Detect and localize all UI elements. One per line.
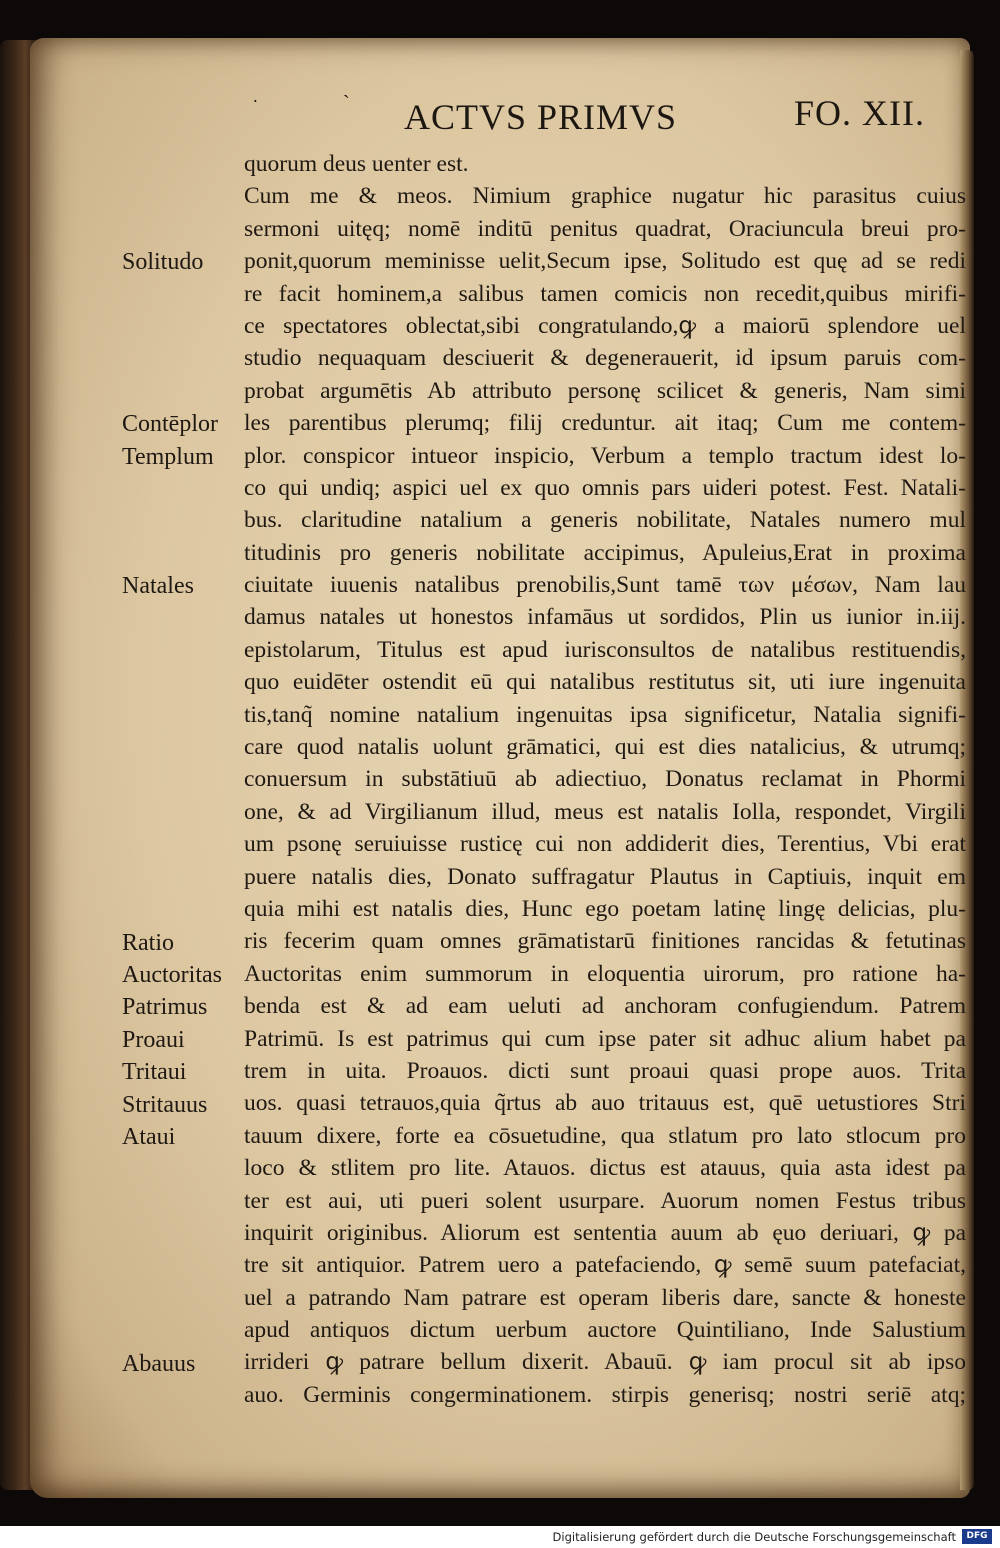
marginal-note: Tritaui — [122, 1059, 187, 1086]
marginal-note: Solitudo — [122, 249, 204, 276]
text-line: quia mihi est natalis dies, Hunc ego poetam latinę lingę delicias, plu- — [244, 895, 966, 922]
text-line: um psonę seruiuisse rusticę cui non addiderit dies, Terentius, Vbi erat — [244, 831, 966, 858]
marginal-note: Natales — [122, 573, 194, 600]
text-line: plor. conspicor intueor inspicio, Verbum a templo tractum idest lo- — [244, 442, 966, 469]
running-head-title: ACTVS PRIMVS — [404, 97, 678, 137]
digitization-credit: Digitalisierung gefördert durch die Deutsche Forschungsgemeinschaft — [552, 1530, 956, 1544]
text-line: ce spectatores oblectat,sibi congratulando,ꝙ a maiorū splendore uel — [244, 312, 966, 339]
text-line: trem in uita. Proauos. dicti sunt proaui quasi prope auos. Trita — [244, 1057, 966, 1084]
text-line: bus. claritudine natalium a generis nobilitate, Natales numero mul — [244, 507, 966, 534]
text-line: ter est aui, uti pueri solent usurpare. Auorum nomen Festus tribus — [244, 1187, 966, 1214]
text-line: les parentibus plerumq; filij creduntur. ait itaq; Cum me contem- — [244, 410, 966, 437]
marginal-note: Ratio — [122, 929, 174, 956]
text-line: probat argumētis Ab attributo personę scilicet & generis, Nam simi — [244, 377, 966, 404]
text-line: quo euidēter ostendit eū qui natalibus restitutus sit, uti iure ingenuita — [244, 669, 966, 696]
text-line: titudinis pro generis nobilitate accipimus, Apuleius,Erat in proxima — [244, 539, 966, 566]
text-line: inquirit originibus. Aliorum est sententia auum ab ęuo deriuari, ꝙ pa — [244, 1219, 966, 1246]
main-text-column — [244, 148, 966, 1411]
dfg-logo: DFG — [962, 1529, 992, 1544]
text-line: apud antiquos dictum uerbum auctore Quintiliano, Inde Salustium — [244, 1317, 966, 1344]
ink-mark: ˋ — [343, 92, 350, 114]
marginal-note: Abauus — [122, 1350, 196, 1377]
text-line: Patrimū. Is est patrimus qui cum ipse pater sit adhuc alium habet pa — [244, 1025, 966, 1052]
marginal-note: Contēplor — [122, 411, 218, 438]
text-line: studio nequaquam desciuerit & degenerauerit, id ipsum paruis com- — [244, 345, 966, 372]
folio-number: FO. XII. — [794, 93, 925, 133]
text-line: auo. Germinis congerminationem. stirpis generisq; nostri seriē atq; — [244, 1381, 966, 1408]
text-line: ciuitate iuuenis natalibus prenobilis,Sunt tamē των μέσων, Nam lau — [244, 572, 966, 599]
text-line: ponit,quorum meminisse uelit,Secum ipse, Solitudo est quę ad se redi — [244, 248, 966, 275]
marginal-note: Proaui — [122, 1026, 185, 1053]
marginal-note: Templum — [122, 443, 214, 470]
text-line: ris fecerim quam omnes grāmatistarū finitiones rancidas & fetutinas — [244, 928, 966, 955]
text-line: Auctoritas enim summorum in eloquentia uirorum, pro ratione ha- — [244, 960, 966, 987]
text-line: uel a patrando Nam patrare est operam liberis dare, sancte & honeste — [244, 1284, 966, 1311]
marginal-note: Stritauus — [122, 1091, 208, 1118]
text-line: re facit hominem,a salibus tamen comicis non recedit,quibus mirifi- — [244, 280, 966, 307]
text-line: one, & ad Virgilianum illud, meus est natalis Iolla, respondet, Virgili — [244, 798, 966, 825]
text-line: damus natales ut honestos infamāus ut sordidos, Plin us iunior in.iij. — [244, 604, 966, 631]
text-line: conuersum in substātiuū ab adiectiuo, Donatus reclamat in Phormi — [244, 766, 966, 793]
text-line: tis,tanq̃ nomine natalium ingenuitas ipsa significetur, Natalia signifi- — [244, 701, 966, 728]
marginal-note: Ataui — [122, 1124, 176, 1150]
text-line: sermoni uitęq; nomē inditū penitus quadrat, Oraciuncula breui pro- — [244, 215, 966, 242]
text-line: quorum deus uenter est. — [244, 151, 469, 177]
text-line: loco & stlitem pro lite. Atauos. dictus est atauus, quia asta idest pa — [244, 1155, 966, 1182]
text-line: irrideri ꝙ patrare bellum dixerit. Abauū. ꝙ iam procul sit ab ipso — [244, 1349, 966, 1376]
ink-mark: ˙ — [252, 96, 259, 118]
text-line: uos. quasi tetrauos,quia q̃rtus ab auo tritauus est, quē uetustiores Stri — [244, 1090, 966, 1117]
text-line: Cum me & meos. Nimium graphice nugatur hic parasitus cuius — [244, 183, 966, 210]
text-line: benda est & ad eam ueluti ad anchoram confugiendum. Patrem — [244, 993, 966, 1020]
text-line: tauum dixere, forte ea cōsuetudine, qua stlatum pro lato stlocum pro — [244, 1122, 966, 1149]
text-line: co qui undiq; aspici uel ex quo omnis pars uideri potest. Fest. Natali- — [244, 474, 966, 501]
text-line: puere natalis dies, Donato suffragatur Plautus in Captiuis, inquit em — [244, 863, 966, 890]
text-line: tre sit antiquior. Patrem uero a patefaciendo, ꝙ semē suum patefaciat, — [244, 1252, 966, 1279]
marginal-note: Auctoritas — [122, 962, 222, 988]
marginal-note: Patrimus — [122, 994, 208, 1021]
text-line: epistolarum, Titulus est apud iurisconsultos de natalibus restituendis, — [244, 636, 966, 663]
text-line: care quod natalis uolunt grāmatici, qui est dies natalicius, & utrumq; — [244, 734, 966, 761]
